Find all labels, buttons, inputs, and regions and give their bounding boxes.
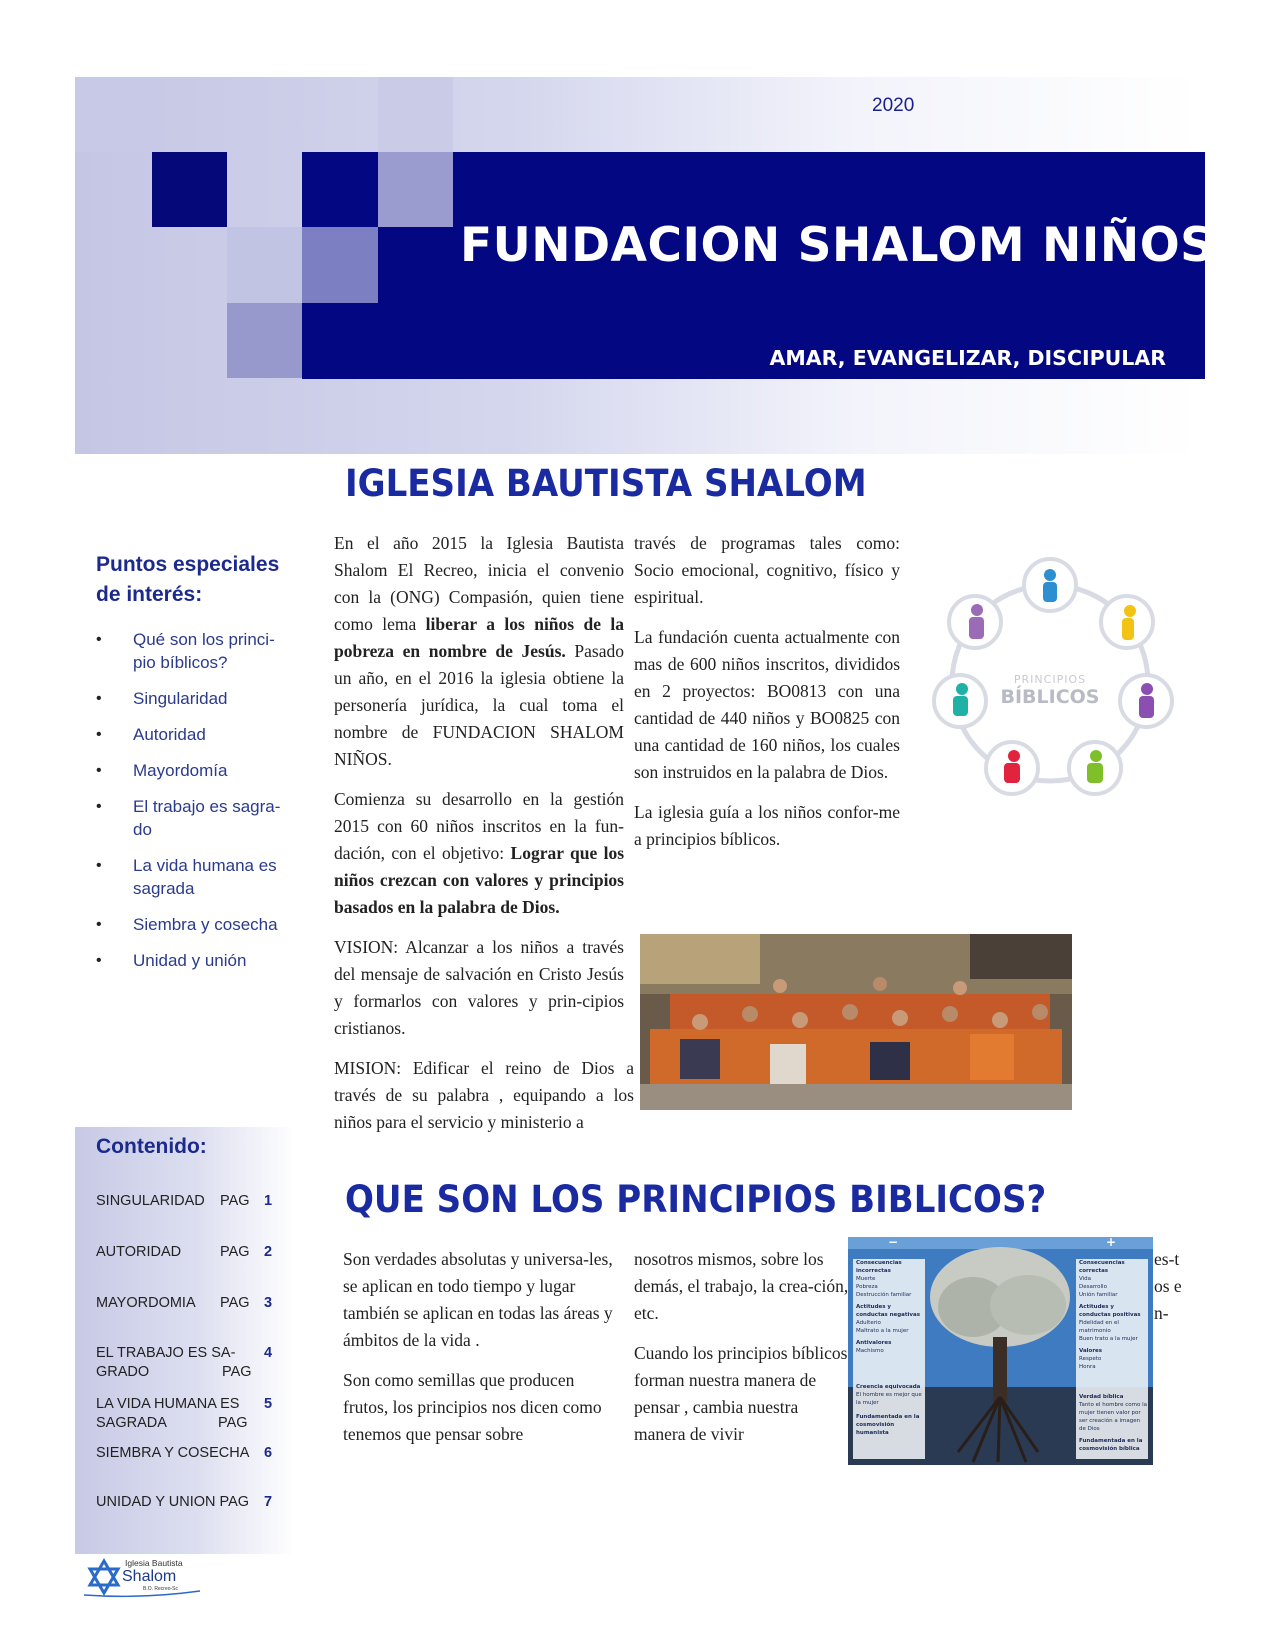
toc-page-label: PAG: [220, 1295, 250, 1311]
toc-item: [96, 1192, 286, 1211]
decor-square: [152, 152, 227, 227]
tree-label: Verdad bíblica: [1079, 1394, 1124, 1400]
tree-label: Fundamentada en la cosmovisión humanista: [856, 1414, 920, 1436]
tree-label: Consecuencias incorrectas: [856, 1260, 902, 1274]
decor-square: [227, 227, 302, 303]
sidebar-item: • Autoridad: [96, 723, 296, 746]
principles-tree-image: [848, 1237, 1153, 1465]
sidebar-item: • La vida humana es sagrada: [96, 854, 296, 900]
article1-paragraph: VISION: Alcanzar a los niños a través del mensaje de salvación en Cristo Jesús y formarlos con valores y prin-cipios cristianos.: [334, 937, 624, 1038]
article2-paragraph: Son como semillas que producen frutos, los principios nos dicen como tenemos que pensar sobre: [343, 1370, 602, 1444]
tree-label: El hombre es mejor que la mujer: [856, 1392, 922, 1406]
wheel-node: [1024, 559, 1076, 611]
tree-label: Actitudes y conductas positivas: [1079, 1304, 1141, 1318]
tree-label: Respeto: [1079, 1356, 1102, 1362]
article1-paragraph: La fundación cuenta actualmente con mas de 600 niños inscritos, divididos en 2 proyectos: BO0813 con una cantidad de 440 niños y BO0825 con una cantidad de 160 niños, los cuales son instruidos en la palabra de Dios.: [634, 627, 900, 782]
article1-paragraph: [334, 530, 624, 773]
decor-square: [378, 152, 453, 227]
newsletter-title: FUNDACION SHALOM NIÑOS: [460, 218, 1215, 273]
church-section-title: IGLESIA BAUTISTA SHALOM: [345, 462, 867, 505]
toc-item: [96, 1294, 286, 1313]
principles-section-title: QUE SON LOS PRINCIPIOS BIBLICOS?: [345, 1178, 1047, 1221]
article1-paragraph: La iglesia guía a los niños confor-me a principios bíblicos.: [634, 802, 900, 849]
sidebar-item: • Singularidad: [96, 687, 296, 710]
tree-right-labels: [1079, 1259, 1147, 1453]
sidebar-list: [96, 628, 296, 985]
article2-column-2: [634, 1246, 849, 1461]
sidebar-item: • Qué son los princi-pio bíblicos?: [96, 628, 296, 674]
toc-label: EL TRABAJO ES SA-GRADO: [96, 1345, 236, 1380]
toc-item: [96, 1493, 286, 1512]
article1-paragraph: través de programas tales como: Socio emocional, cognitivo, físico y espiritual.: [634, 533, 900, 607]
wheel-node: [949, 596, 1001, 648]
logo-text-big: Shalom: [122, 1568, 177, 1585]
article1-paragraph: MISION: Edificar el reino de Dios a través de su palabra , equipando a los niños para el servicio y ministerio a: [334, 1058, 634, 1132]
tree-label: Fundamentada en la cosmovisión bíblica: [1079, 1438, 1143, 1452]
article1-column-2: [634, 530, 900, 866]
sidebar-item: • El trabajo es sagra-do: [96, 795, 296, 841]
toc-label: UNIDAD Y UNION PAG: [96, 1494, 250, 1510]
toc-page-number: 6: [264, 1445, 273, 1461]
tree-label: Pobreza: [856, 1284, 878, 1290]
minus-icon: −: [888, 1237, 899, 1249]
sidebar-item: • Siembra y cosecha: [96, 913, 296, 936]
tree-label: Vida: [1079, 1276, 1092, 1282]
article1-paragraph: [334, 786, 624, 921]
toc-page-number: 3: [264, 1295, 273, 1311]
sidebar-item: • Unidad y unión: [96, 949, 296, 972]
sidebar-heading: Puntos especiales de interés:: [96, 553, 280, 606]
tree-label: Desarrollo: [1079, 1284, 1107, 1290]
toc-label: SINGULARIDAD: [96, 1193, 205, 1209]
wheel-node: [1101, 596, 1153, 648]
tree-label: Machismo: [856, 1348, 884, 1354]
toc-page-number: 5: [264, 1396, 273, 1412]
logo-text-tiny: B.O. Recreo-Sc: [143, 1586, 179, 1592]
tree-label: Creencia equivocada: [856, 1384, 921, 1390]
tree-label: Fidelidad en el matrimonio: [1079, 1320, 1119, 1334]
tree-label: Unión familiar: [1079, 1292, 1118, 1298]
toc-page-label: PAG: [218, 1415, 248, 1431]
wheel-node: [986, 742, 1038, 794]
wheel-caption-top: PRINCIPIOS: [1013, 673, 1087, 686]
star-of-david-icon: [90, 1561, 118, 1585]
tree-label: Buen trato a la mujer: [1079, 1336, 1138, 1342]
tree-label: Honra: [1079, 1364, 1096, 1370]
tree-label: Actitudes y conductas negativas: [856, 1304, 920, 1318]
text-run: En el año 2015 la Iglesia Bautista Shalom El Recreo, inicia el convenio con la (ONG) Compasión, quien tiene como lema: [334, 533, 624, 634]
wheel-node: [1069, 742, 1121, 794]
toc-item: [96, 1243, 286, 1262]
toc-page-label: PAG: [220, 1244, 250, 1260]
tree-label: Tanto el hombre como la mujer tienen valor por ser creación a imagen de Dios: [1079, 1402, 1147, 1432]
logo-text-small: Iglesia Bautista: [125, 1558, 183, 1568]
sidebar-item: • Mayordomía: [96, 759, 296, 782]
newsletter-year: 2020: [872, 95, 915, 116]
decor-square: [227, 303, 302, 378]
article2-column-3: [1154, 1246, 1188, 1340]
newsletter-motto: AMAR, EVANGELIZAR, DISCIPULAR: [769, 346, 1166, 370]
tree-label: Muerte: [856, 1276, 876, 1282]
article2-column-1: [343, 1246, 613, 1461]
contents-heading: Contenido:: [96, 1135, 207, 1158]
toc-item: [96, 1344, 286, 1382]
children-group-photo: [640, 934, 1072, 1110]
tree-label: Maltrato a la mujer: [856, 1328, 909, 1334]
wheel-node: [934, 675, 986, 727]
article1-column-1: [334, 530, 634, 1149]
toc-page-number: 2: [264, 1244, 273, 1260]
tree-left-labels: [856, 1259, 924, 1437]
article2-paragraph: es-tos en-: [1154, 1249, 1182, 1323]
tree-label: Destrucción familiar: [856, 1292, 912, 1298]
tree-label: Adulterio: [856, 1320, 881, 1326]
toc-page-label: PAG: [222, 1364, 252, 1380]
text-run: Pasado un año, en el 2016 la iglesia obtiene la personería jurídica, la cual toma el nombre de FUNDACION SHALOM NIÑOS.: [334, 641, 624, 769]
decor-square: [378, 77, 453, 152]
toc-page-number: 1: [264, 1193, 273, 1209]
toc-label: AUTORIDAD: [96, 1244, 182, 1260]
bold-text: Lograr que los niños crezcan con valores y principios basados en la palabra de Dios.: [334, 843, 624, 917]
bold-text: liberar a los niños de la pobreza en nombre de Jesús.: [334, 614, 624, 661]
article2-paragraph: Son verdades absolutas y universa-les, se aplican en todo tiempo y lugar también se aplican en todas las áreas y ámbitos de la vida .: [343, 1249, 613, 1350]
text-run: Comienza su desarrollo en la gestión 2015 con 60 niños inscritos en la fun-dación, con el objetivo:: [334, 789, 624, 863]
plus-icon: +: [1106, 1237, 1117, 1249]
toc-page-label: PAG: [220, 1193, 250, 1209]
decor-square: [75, 77, 152, 152]
wheel-node: [1120, 675, 1172, 727]
tree-label: Consecuencias correctas: [1079, 1260, 1125, 1274]
toc-label: LA VIDA HUMANA ES SAGRADA: [96, 1396, 240, 1431]
toc-label: SIEMBRA Y COSECHA: [96, 1445, 250, 1461]
toc-item: [96, 1444, 286, 1463]
toc-label: MAYORDOMIA: [96, 1295, 196, 1311]
toc-page-number: 7: [264, 1494, 273, 1510]
decor-square: [302, 227, 378, 303]
tree-label: Antivalores: [856, 1340, 892, 1346]
article2-paragraph: Cuando los principios bíblicos forman nuestra manera de pensar , cambia nuestra manera de vivir: [634, 1343, 848, 1444]
toc-page-number: 4: [264, 1345, 273, 1361]
wheel-caption-main: BÍBLICOS: [1000, 686, 1100, 708]
article2-paragraph: nosotros mismos, sobre los demás, el trabajo, la crea-ción, etc.: [634, 1249, 849, 1323]
toc-item: [96, 1395, 286, 1433]
tree-label: Valores: [1079, 1348, 1103, 1354]
principles-wheel-image: [920, 553, 1180, 813]
